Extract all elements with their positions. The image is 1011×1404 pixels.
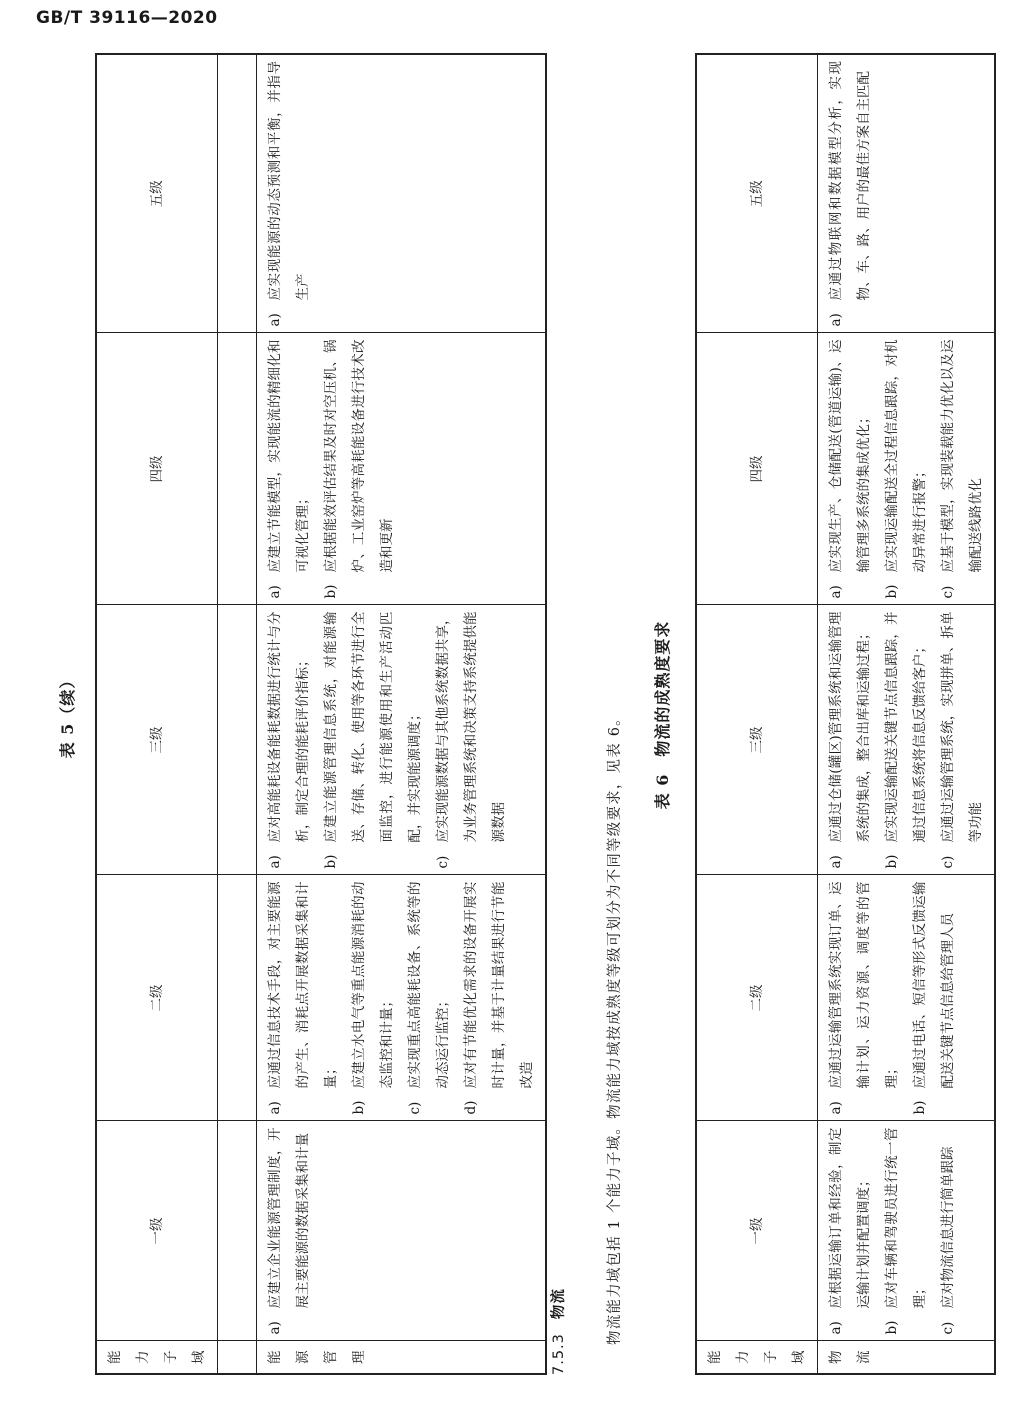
table-cell (218, 333, 257, 605)
table6-level4-cell (818, 333, 996, 605)
table5-domain-cell: 能源管理 (257, 1341, 547, 1374)
table6-caption: 表 6 物流的成熟度要求 (653, 620, 672, 810)
table6-row-logistics (818, 54, 996, 1374)
list-item: c) 应基于模型，实现装载能力优化以及运输配送线路优化 (940, 339, 984, 599)
table-cell (218, 1121, 257, 1341)
table5-header-row (96, 54, 218, 1374)
table6-header-row (696, 54, 818, 1374)
list-item: a) 应建立节能模型，实现能流的精细化和可视化管理； (267, 339, 311, 599)
section-heading (547, 1288, 568, 1375)
list-item: b) 应实现运输配送关键节点信息跟踪，并通过信息系统将信息反馈给客户； (884, 611, 928, 869)
table6-header-level5: 五级 (696, 54, 818, 333)
list-item: d) 应对有节能优化需求的设备开展实时计量，并基于计量结果进行节能改造 (463, 881, 535, 1115)
table5-header-level2: 二级 (96, 875, 218, 1121)
list-item: a) 应通过仓储(罐区)管理系统和运输管理系统的集成，整合出库和运输过程； (828, 611, 872, 869)
table5-header-level5: 五级 (96, 54, 218, 333)
table5-header-level4: 四级 (96, 333, 218, 605)
list-item: a) 应通过物联网和数据模型分析，实现物、车、路、用户的最佳方案自主匹配 (828, 61, 872, 327)
requirement-list (822, 612, 990, 869)
table5-header-level1: 一级 (96, 1121, 218, 1341)
table5-header-domain: 能力子域 (96, 1341, 218, 1374)
table5-row-energy (257, 54, 547, 1374)
list-item: b) 应建立能源管理信息系统，对能源输送、存储、转化、使用等各环节进行全面监控，进行能源使用和生产活动匹配，并实现能源调度； (323, 611, 423, 869)
table5-empty-row (218, 54, 257, 1374)
table6-domain-cell: 物流 (818, 1341, 996, 1374)
list-item: c) 应通过运输管理系统，实现拼单、拆单等功能 (940, 611, 984, 869)
section-title: 物流 (550, 1288, 567, 1320)
list-item: a) 应根据运输订单和经验，制定运输计划并配置调度； (828, 1127, 872, 1335)
list-item: b) 应对车辆和驾驶员进行统一管理； (884, 1127, 928, 1335)
list-item: a) 应实现能源的动态预测和平衡，并指导生产 (267, 61, 311, 327)
table-cell (218, 1341, 257, 1374)
table5-level1-cell (257, 1121, 547, 1341)
rotated-content (55, 55, 984, 1375)
table-cell (218, 54, 257, 333)
list-item: b) 应通过电话、短信等形式反馈运输配送关键节点信息给管理人员 (912, 881, 956, 1115)
table6 (695, 53, 996, 1375)
table5-level3-cell (257, 605, 547, 875)
requirement-list (822, 882, 962, 1115)
table6-level5-cell (818, 54, 996, 333)
list-item: c) 应实现能源数据与其他系统数据共享，为业务管理系统和决策支持系统提供能源数据 (435, 611, 507, 869)
table5-caption: 表 5（续） (58, 671, 77, 759)
requirement-list (261, 1128, 317, 1335)
table6-level1-cell (818, 1121, 996, 1341)
requirement-list (822, 61, 878, 327)
requirement-list (261, 340, 401, 599)
table6-level2-cell (818, 875, 996, 1121)
table6-header-level2: 二级 (696, 875, 818, 1121)
table-cell (218, 605, 257, 875)
table5-header-level3: 三级 (96, 605, 218, 875)
table5-level5-cell (257, 54, 547, 333)
list-item: a) 应通过运输管理系统实现订单、运输计划、运力资源、调度等的管理； (828, 881, 900, 1115)
list-item: b) 应实现运输配送全过程信息跟踪，对机动异常进行报警； (884, 339, 928, 599)
requirement-list (822, 340, 990, 599)
list-item: a) 应通过信息技术手段，对主要能源的产生、消耗点开展数据采集和计量； (267, 881, 339, 1115)
requirement-list (261, 882, 541, 1115)
table5-level2-cell (257, 875, 547, 1121)
table5-level4-cell (257, 333, 547, 605)
table6-header-level3: 三级 (696, 605, 818, 875)
section-number: 7.5.3 (551, 1333, 567, 1375)
page-header: GB/T 39116—2020 (36, 8, 218, 28)
table6-header-level4: 四级 (696, 333, 818, 605)
table-cell (218, 875, 257, 1121)
table6-level3-cell (818, 605, 996, 875)
list-item: a) 应对高能耗设备能耗数据进行统计与分析，制定合理的能耗评价指标； (267, 611, 311, 869)
list-item: c) 应对物流信息进行简单跟踪 (940, 1146, 956, 1335)
section-paragraph: 物流能力域包括 1 个能力子域。物流能力域按成熟度等级可划分为不同等级要求，见表 6。 (607, 710, 623, 1345)
table6-header-domain: 能力子域 (696, 1341, 818, 1374)
list-item: a) 应实现生产、仓储配送(管道运输)、运输管理多系统的集成优化； (828, 339, 872, 599)
list-item: c) 应实现重点高能耗设备、系统等的动态运行监控； (407, 881, 451, 1115)
table5 (95, 53, 547, 1375)
table6-header-level1: 一级 (696, 1121, 818, 1341)
requirement-list (261, 61, 317, 327)
requirement-list (822, 1128, 962, 1335)
list-item: b) 应根据能效评估结果及时对空压机、锅炉、工业窑炉等高耗能设备进行技术改造和更新 (323, 339, 395, 599)
list-item: a) 应建立企业能源管理制度，开展主要能源的数据采集和计量 (267, 1127, 311, 1335)
requirement-list (261, 612, 513, 869)
list-item: b) 应建立水电气等重点能源消耗的动态监控和计量； (351, 881, 395, 1115)
